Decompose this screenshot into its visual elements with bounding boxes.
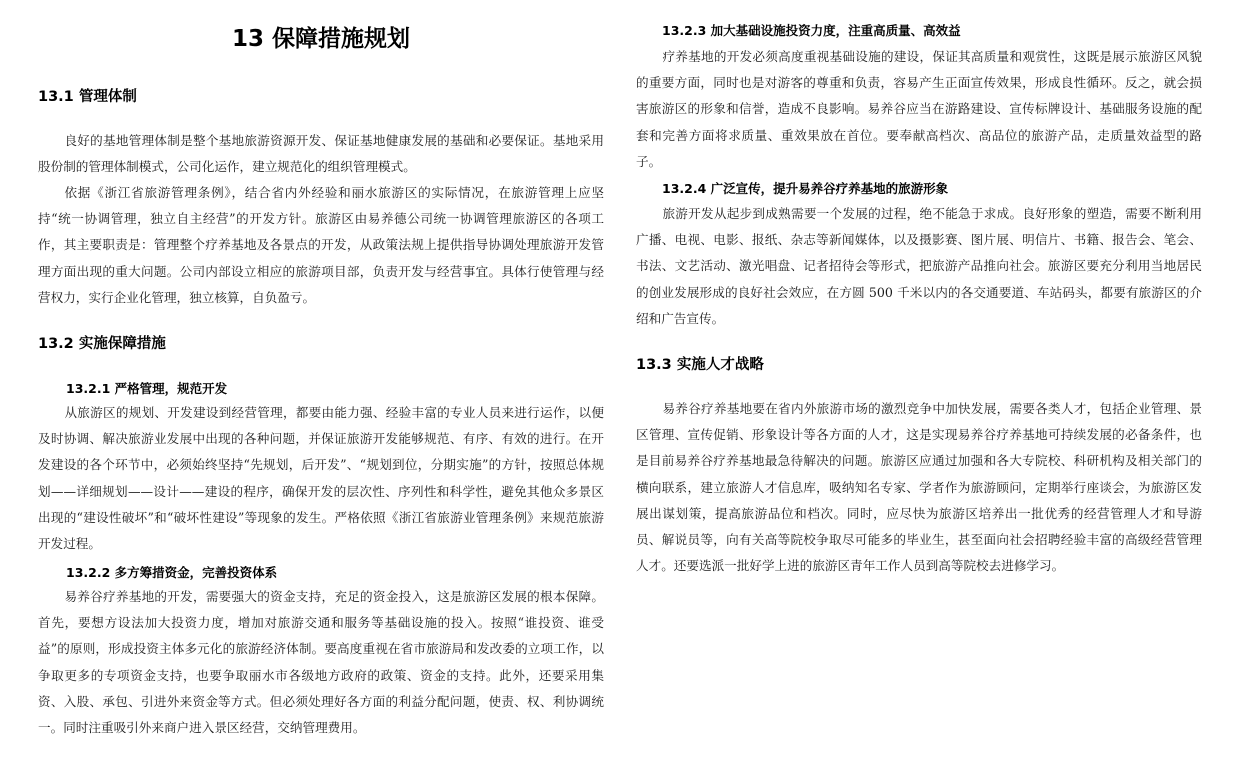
paragraph-13-1-intro: 良好的基地管理体制是整个基地旅游资源开发、保证基地健康发展的基础和必要保证。基地采用股份制的管理体制模式，公司化运作，建立规范化的组织管理模式。 [38,133,604,175]
paragraph-13-2-4: 旅游开发从起步到成熟需要一个发展的过程，绝不能急于求成。良好形象的塑造，需要不断利用广播、电视、电影、报纸、杂志等新闻媒体，以及摄影赛、图片展、明信片、书籍、报告会、笔会、书法、文艺活动、激光唱盘、记者招待会等形式，把旅游产品推向社会。旅游区要充分利用当地居民的创业发展形成的良好社会效应，在方圆 500 千米以内的各交通要道、车站码头，都要有旅游区的介绍和广告宣传。 [636,206,1202,326]
subsection-heading-13-2-3: 13.2.3 加大基础设施投资力度，注重高质量、高效益 [662,23,961,38]
subsection-heading-13-2-4: 13.2.4 广泛宣传，提升易养谷疗养基地的旅游形象 [662,181,949,196]
paragraph-13-1-policy: 依据《浙江省旅游管理条例》，结合省内外经验和丽水旅游区的实际情况，在旅游管理上应坚持“统一协调管理，独立自主经营”的开发方针。旅游区由易养德公司统一协调管理旅游区的各项工作，其主要职责是：管理整个疗养基地及各景点的开发，从政策法规上提供指导协调处理旅游开发管理方面出现的重大问题。公司内部设立相应的旅游项目部，负责开发与经营事宜。具体行使管理与经营权力，实行企业化管理，独立核算，自负盈亏。 [38,185,604,305]
section-heading-13-1: 13.1 管理体制 [38,89,137,105]
subsection-heading-13-2-2: 13.2.2 多方筹措资金，完善投资体系 [66,565,278,580]
paragraph-13-2-1: 从旅游区的规划、开发建设到经营管理，都要由能力强、经验丰富的专业人员来进行运作，以便及时协调、解决旅游业发展中出现的各种问题，并保证旅游开发能够规范、有序、有效的进行。在开发建设的各个环节中，必须始终坚持“先规划，后开发”、“规划到位，分期实施”的方针，按照总体规划——详细规划——设计——建设的程序，确保开发的层次性、序列性和科学性，避免其他众多景区出现的“建设性破坏”和“破坏性建设”等现象的发生。严格依照《浙江省旅游业管理条例》来规范旅游开发过程。 [38,405,604,552]
paragraph-13-2-2: 易养谷疗养基地的开发，需要强大的资金支持，充足的资金投入，这是旅游区发展的根本保障。首先，要想方设法加大投资力度，增加对旅游交通和服务等基础设施的投入。按照“谁投资、谁受益”的原则，形成投资主体多元化的旅游经济体制。要高度重视在省市旅游局和发改委的立项工作，以争取更多的专项资金支持，也要争取丽水市各级地方政府的政策、资金的支持。此外，还要采用集资、入股、承包、引进外来资金等方式。但必须处理好各方面的利益分配问题，使责、权、利协调统一。同时注重吸引外来商户进入景区经营，交纳管理费用。 [38,589,604,736]
section-heading-13-3: 13.3 实施人才战略 [636,357,764,373]
page-title: 13 保障措施规划 [231,26,410,52]
paragraph-13-2-3: 疗养基地的开发必须高度重视基础设施的建设，保证其高质量和观赏性，这既是展示旅游区风貌的重要方面，同时也是对游客的尊重和负责，容易产生正面宣传效果，形成良性循环。反之，就会损害旅游区的形象和信誉，造成不良影响。易养谷应当在游路建设、宣传标牌设计、基础服务设施的配套和完善方面将求质量、重效果放在首位。要奉献高档次、高品位的旅游产品，走质量效益型的路子。 [636,49,1202,169]
subsection-heading-13-2-1: 13.2.1 严格管理，规范开发 [66,381,228,396]
section-heading-13-2: 13.2 实施保障措施 [38,336,166,352]
paragraph-13-3: 易养谷疗养基地要在省内外旅游市场的激烈竞争中加快发展，需要各类人才，包括企业管理、景区管理、宣传促销、形象设计等各方面的人才，这是实现易养谷疗养基地可持续发展的必备条件，也是目前易养谷疗养基地最急待解决的问题。旅游区应通过加强和各大专院校、科研机构及相关部门的横向联系，建立旅游人才信息库，吸纳知名专家、学者作为旅游顾问，定期举行座谈会，为旅游区发展出谋划策，提高旅游品位和档次。同时，应尽快为旅游区培养出一批优秀的经营管理人才和导游员、解说员等，向有关高等院校争取尽可能多的毕业生，甚至面向社会招聘经验丰富的高级经营管理人才。还要选派一批好学上进的旅游区青年工作人员到高等院校去进修学习。 [636,401,1202,574]
